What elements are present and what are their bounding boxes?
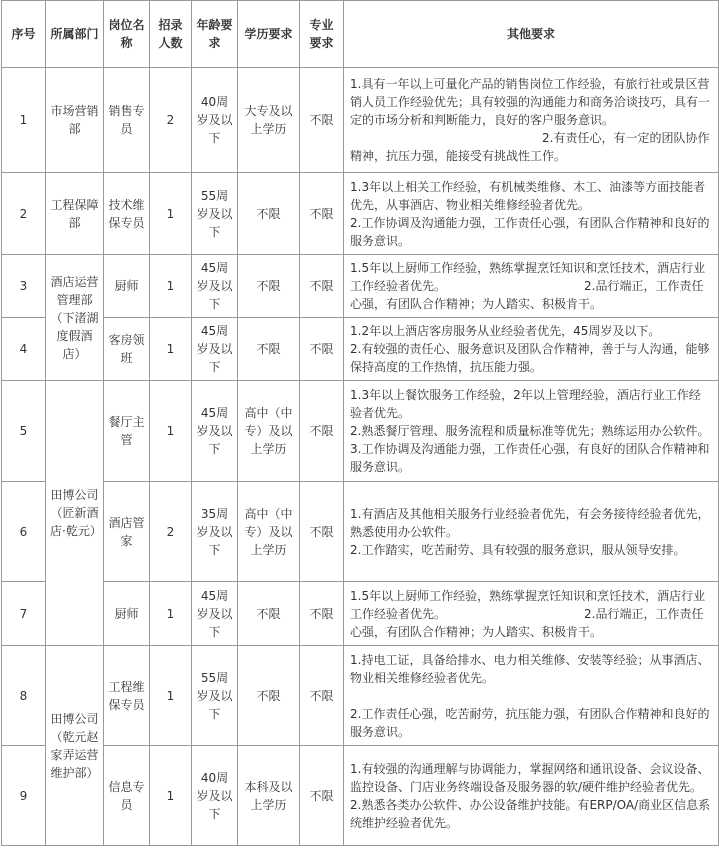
row-requirements — [344, 746, 719, 846]
row-education: 不限 — [238, 582, 300, 646]
row-requirements — [344, 68, 719, 173]
header-age: 年龄要求 — [192, 1, 238, 68]
row-major: 不限 — [300, 68, 344, 173]
row-position: 技术维保专员 — [104, 173, 150, 255]
header-no: 序号 — [2, 1, 46, 68]
row-age: 40周岁及以下 — [192, 68, 238, 173]
header-count: 招录人数 — [150, 1, 192, 68]
row-education: 大专及以上学历 — [238, 68, 300, 173]
requirement-line: 2.工作协调及沟通能力强，工作责任心强，有团队合作精神和良好的服务意识。 — [350, 215, 710, 248]
row-major: 不限 — [300, 582, 344, 646]
requirement-line: 1.5年以上厨师工作经验，熟练掌握烹饪知识和烹饪技术，酒店行业工作经验者优先。 2.品行端正，工作责任心强，有团队合作精神；为人踏实、积极肯干。 — [350, 261, 706, 311]
header-education: 学历要求 — [238, 1, 300, 68]
row-no: 4 — [2, 318, 46, 381]
row-count: 1 — [150, 173, 192, 255]
requirement-line: 2.工作踏实，吃苦耐劳、具有较强的服务意识，服从领导安排。 — [350, 542, 686, 557]
header-position: 岗位名称 — [104, 1, 150, 68]
header-row — [2, 1, 719, 68]
row-requirements — [344, 381, 719, 482]
requirement-line: 1.具有一年以上可量化产品的销售岗位工作经验，有旅行社或景区营销人员工作经验优先；具有较强的沟通能力和商务洽谈技巧，具有一定的市场分析和判断能力，良好的客户服务意识。 — [350, 77, 711, 127]
row-age: 55周岁及以下 — [192, 173, 238, 255]
row-count: 1 — [150, 318, 192, 381]
table-row — [2, 68, 719, 173]
row-age: 45周岁及以下 — [192, 381, 238, 482]
row-no: 3 — [2, 255, 46, 318]
row-major: 不限 — [300, 255, 344, 318]
table-row — [2, 173, 719, 255]
row-position: 客房领班 — [104, 318, 150, 381]
row-dept: 酒店运营管理部（下渚湖度假酒店） — [46, 255, 104, 381]
row-age: 40周岁及以下 — [192, 746, 238, 846]
row-count: 2 — [150, 482, 192, 582]
row-position: 工程维保专员 — [104, 646, 150, 746]
row-position: 酒店管家 — [104, 482, 150, 582]
row-no: 5 — [2, 381, 46, 482]
requirement-line: 2.熟悉各类办公软件、办公设备维护技能。有ERP/OA/商业区信息系统维护经验者优先。 — [350, 797, 711, 830]
row-major: 不限 — [300, 746, 344, 846]
requirement-line: 2.有较强的责任心、服务意识及团队合作精神，善于与人沟通，能够保持高度的工作热情，抗压能力强。 — [350, 342, 710, 374]
row-dept: 工程保障部 — [46, 173, 104, 255]
row-count: 1 — [150, 746, 192, 846]
row-requirements — [344, 318, 719, 381]
table-row — [2, 318, 719, 381]
row-position: 信息专员 — [104, 746, 150, 846]
row-no: 9 — [2, 746, 46, 846]
row-major: 不限 — [300, 482, 344, 582]
row-count: 1 — [150, 646, 192, 746]
row-requirements — [344, 255, 719, 318]
row-requirements — [344, 646, 719, 746]
requirement-line: 2.有责任心，有一定的团队协作精神，抗压力强，能接受有挑战性工作。 — [350, 131, 710, 163]
requirement-line: 1.持电工证，具备给排水、电力相关维修、安装等经验；从事酒店、物业相关维修经验者优先。 — [350, 652, 710, 685]
row-dept: 市场营销部 — [46, 68, 104, 173]
table-row — [2, 255, 719, 318]
requirement-line: 1.有较强的沟通理解与协调能力，掌握网络和通讯设备、会议设备、监控设备、门店业务终端设备及服务器的软/硬件维护经验者优先。 — [350, 761, 710, 794]
row-no: 8 — [2, 646, 46, 746]
row-count: 2 — [150, 68, 192, 173]
row-dept: 田博公司（乾元赵家弄运营维护部） — [46, 646, 104, 846]
row-position: 餐厅主管 — [104, 381, 150, 482]
row-no: 7 — [2, 582, 46, 646]
row-no: 6 — [2, 482, 46, 582]
requirement-line: 3.工作协调及沟通能力强，工作责任心强，有良好的团队合作精神和服务意识。 — [350, 442, 710, 474]
requirement-line — [350, 687, 712, 705]
requirement-line: 1.2年以上酒店客房服务从业经验者优先，45周岁及以下。 — [350, 324, 661, 338]
row-education: 不限 — [238, 255, 300, 318]
row-major: 不限 — [300, 318, 344, 381]
row-requirements — [344, 582, 719, 646]
requirement-line: 1.3年以上相关工作经验，有机械类维修、木工、油漆等方面技能者优先，从事酒店、物业相关维修经验者优先。 — [350, 179, 706, 212]
row-count: 1 — [150, 381, 192, 482]
table-row — [2, 746, 719, 846]
row-major: 不限 — [300, 381, 344, 482]
header-major: 专业要求 — [300, 1, 344, 68]
row-requirements — [344, 482, 719, 582]
recruitment-table — [1, 0, 719, 846]
row-education: 高中（中专）及以上学历 — [238, 482, 300, 582]
row-no: 2 — [2, 173, 46, 255]
row-position: 销售专员 — [104, 68, 150, 173]
row-education: 本科及以上学历 — [238, 746, 300, 846]
table-row — [2, 482, 719, 582]
requirement-line: 1.3年以上餐饮服务工作经验，2年以上管理经验，酒店行业工作经验者优先。 — [350, 388, 701, 420]
header-other-requirements: 其他要求 — [344, 1, 719, 68]
row-count: 1 — [150, 255, 192, 318]
requirement-line: 2.工作责任心强，吃苦耐劳，抗压能力强，有团队合作精神和良好的服务意识。 — [350, 706, 710, 739]
row-major: 不限 — [300, 173, 344, 255]
requirement-line: 2.熟悉餐厅管理、服务流程和质量标准等优先；熟练运用办公软件。 — [350, 424, 710, 438]
row-education: 不限 — [238, 318, 300, 381]
row-dept: 田博公司（匠新酒店·乾元） — [46, 381, 104, 646]
row-requirements — [344, 173, 719, 255]
table-row — [2, 646, 719, 746]
row-age: 45周岁及以下 — [192, 318, 238, 381]
row-age: 55周岁及以下 — [192, 646, 238, 746]
row-age: 35周岁及以下 — [192, 482, 238, 582]
table-row — [2, 582, 719, 646]
row-position: 厨师 — [104, 582, 150, 646]
row-education: 不限 — [238, 646, 300, 746]
row-no: 1 — [2, 68, 46, 173]
header-dept: 所属部门 — [46, 1, 104, 68]
row-education: 不限 — [238, 173, 300, 255]
requirement-line: 1.有酒店及其他相关服务行业经验者优先，有会务接待经验者优先，熟悉使用办公软件。 — [350, 506, 710, 539]
requirement-line: 1.5年以上厨师工作经验，熟练掌握烹饪知识和烹饪技术，酒店行业工作经验者优先。 2.品行端正，工作责任心强，有团队合作精神；为人踏实、积极肯干。 — [350, 588, 706, 639]
row-major: 不限 — [300, 646, 344, 746]
row-position: 厨师 — [104, 255, 150, 318]
row-age: 45周岁及以下 — [192, 582, 238, 646]
row-count: 1 — [150, 582, 192, 646]
row-education: 高中（中专）及以上学历 — [238, 381, 300, 482]
table-row — [2, 381, 719, 482]
row-age: 45周岁及以下 — [192, 255, 238, 318]
